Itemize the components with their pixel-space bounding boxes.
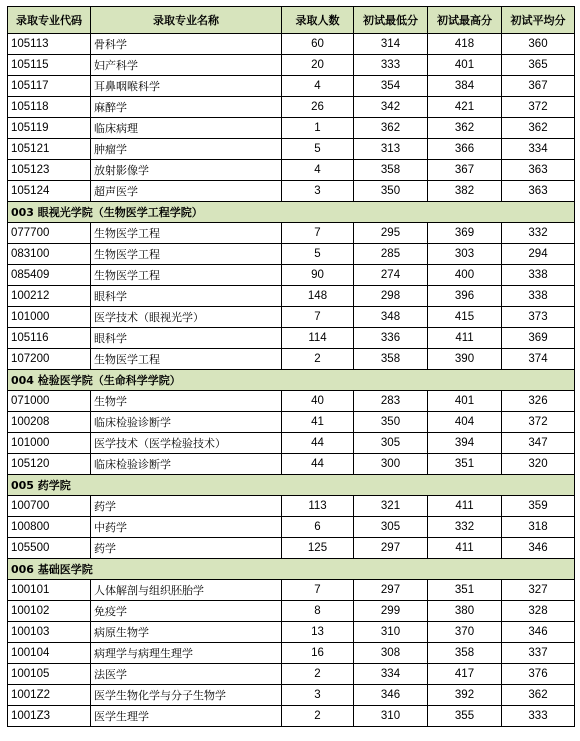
name-cell: 超声医学 [91, 181, 282, 202]
avg-score-cell: 363 [502, 160, 575, 181]
count-cell: 3 [282, 685, 354, 706]
table-row [8, 496, 575, 517]
name-cell: 生物医学工程 [91, 265, 282, 286]
table-row [8, 601, 575, 622]
avg-score-cell: 327 [502, 580, 575, 601]
min-score-cell: 314 [354, 34, 428, 55]
code-cell: 105118 [8, 97, 91, 118]
name-cell: 放射影像学 [91, 160, 282, 181]
avg-score-cell: 318 [502, 517, 575, 538]
code-cell: 100102 [8, 601, 91, 622]
name-cell: 骨科学 [91, 34, 282, 55]
avg-score-cell: 328 [502, 601, 575, 622]
avg-score-cell: 338 [502, 286, 575, 307]
name-cell: 病理学与病理生理学 [91, 643, 282, 664]
avg-score-cell: 367 [502, 76, 575, 97]
count-cell: 2 [282, 664, 354, 685]
section-label: 003 眼视光学院（生物医学工程学院） [8, 202, 575, 223]
max-score-cell: 404 [428, 412, 502, 433]
table-row [8, 55, 575, 76]
avg-score-cell: 373 [502, 307, 575, 328]
max-score-cell: 380 [428, 601, 502, 622]
min-score-cell: 295 [354, 223, 428, 244]
avg-score-cell: 359 [502, 496, 575, 517]
code-cell: 077700 [8, 223, 91, 244]
table-row [8, 223, 575, 244]
max-score-cell: 332 [428, 517, 502, 538]
avg-score-cell: 346 [502, 622, 575, 643]
count-cell: 114 [282, 328, 354, 349]
code-cell: 071000 [8, 391, 91, 412]
min-score-cell: 346 [354, 685, 428, 706]
name-cell: 医学技术（医学检验技术） [91, 433, 282, 454]
max-score-cell: 355 [428, 706, 502, 727]
max-score-cell: 401 [428, 55, 502, 76]
name-cell: 法医学 [91, 664, 282, 685]
section-header-row [8, 370, 575, 391]
name-cell: 临床检验诊断学 [91, 412, 282, 433]
min-score-cell: 274 [354, 265, 428, 286]
table-row [8, 412, 575, 433]
code-cell: 100104 [8, 643, 91, 664]
max-score-cell: 417 [428, 664, 502, 685]
code-cell: 1001Z2 [8, 685, 91, 706]
min-score-cell: 350 [354, 181, 428, 202]
table-row [8, 244, 575, 265]
count-cell: 41 [282, 412, 354, 433]
count-cell: 6 [282, 517, 354, 538]
count-cell: 8 [282, 601, 354, 622]
min-score-cell: 310 [354, 706, 428, 727]
table-row [8, 433, 575, 454]
code-cell: 105117 [8, 76, 91, 97]
section-label: 004 检验医学院（生命科学学院） [8, 370, 575, 391]
code-cell: 083100 [8, 244, 91, 265]
count-cell: 125 [282, 538, 354, 559]
count-cell: 4 [282, 160, 354, 181]
min-score-cell: 362 [354, 118, 428, 139]
code-cell: 107200 [8, 349, 91, 370]
name-cell: 耳鼻咽喉科学 [91, 76, 282, 97]
min-score-cell: 321 [354, 496, 428, 517]
code-cell: 101000 [8, 307, 91, 328]
max-score-cell: 401 [428, 391, 502, 412]
name-cell: 眼科学 [91, 328, 282, 349]
count-cell: 1 [282, 118, 354, 139]
avg-score-cell: 294 [502, 244, 575, 265]
name-cell: 病原生物学 [91, 622, 282, 643]
min-score-cell: 350 [354, 412, 428, 433]
name-cell: 妇产科学 [91, 55, 282, 76]
max-score-cell: 366 [428, 139, 502, 160]
max-score-cell: 384 [428, 76, 502, 97]
table-row [8, 538, 575, 559]
min-score-cell: 310 [354, 622, 428, 643]
table-row [8, 454, 575, 475]
min-score-cell: 358 [354, 349, 428, 370]
section-header-row [8, 202, 575, 223]
avg-score-cell: 334 [502, 139, 575, 160]
section-label: 005 药学院 [8, 475, 575, 496]
code-cell: 105113 [8, 34, 91, 55]
min-score-cell: 333 [354, 55, 428, 76]
min-score-cell: 300 [354, 454, 428, 475]
code-cell: 105120 [8, 454, 91, 475]
table-row [8, 139, 575, 160]
name-cell: 医学生理学 [91, 706, 282, 727]
code-cell: 105121 [8, 139, 91, 160]
max-score-cell: 421 [428, 97, 502, 118]
code-cell: 100103 [8, 622, 91, 643]
count-cell: 7 [282, 223, 354, 244]
min-score-cell: 305 [354, 433, 428, 454]
header-code: 录取专业代码 [8, 7, 91, 34]
name-cell: 麻醉学 [91, 97, 282, 118]
min-score-cell: 298 [354, 286, 428, 307]
table-row [8, 181, 575, 202]
count-cell: 44 [282, 433, 354, 454]
code-cell: 105124 [8, 181, 91, 202]
table-row [8, 580, 575, 601]
code-cell: 105119 [8, 118, 91, 139]
admission-table [7, 6, 575, 727]
header-count: 录取人数 [282, 7, 354, 34]
avg-score-cell: 362 [502, 118, 575, 139]
code-cell: 100101 [8, 580, 91, 601]
max-score-cell: 369 [428, 223, 502, 244]
avg-score-cell: 374 [502, 349, 575, 370]
count-cell: 90 [282, 265, 354, 286]
max-score-cell: 390 [428, 349, 502, 370]
table-row [8, 328, 575, 349]
table-row [8, 265, 575, 286]
count-cell: 16 [282, 643, 354, 664]
count-cell: 7 [282, 307, 354, 328]
min-score-cell: 283 [354, 391, 428, 412]
min-score-cell: 358 [354, 160, 428, 181]
avg-score-cell: 337 [502, 643, 575, 664]
table-row [8, 391, 575, 412]
name-cell: 眼科学 [91, 286, 282, 307]
max-score-cell: 351 [428, 580, 502, 601]
max-score-cell: 411 [428, 538, 502, 559]
table-body [8, 34, 575, 727]
avg-score-cell: 338 [502, 265, 575, 286]
max-score-cell: 370 [428, 622, 502, 643]
name-cell: 临床病理 [91, 118, 282, 139]
max-score-cell: 303 [428, 244, 502, 265]
min-score-cell: 348 [354, 307, 428, 328]
max-score-cell: 382 [428, 181, 502, 202]
avg-score-cell: 369 [502, 328, 575, 349]
table-row [8, 34, 575, 55]
table-header-row [8, 7, 575, 34]
table-row [8, 97, 575, 118]
table-row [8, 685, 575, 706]
avg-score-cell: 376 [502, 664, 575, 685]
name-cell: 免疫学 [91, 601, 282, 622]
max-score-cell: 400 [428, 265, 502, 286]
count-cell: 3 [282, 181, 354, 202]
code-cell: 101000 [8, 433, 91, 454]
max-score-cell: 396 [428, 286, 502, 307]
name-cell: 药学 [91, 496, 282, 517]
avg-score-cell: 332 [502, 223, 575, 244]
avg-score-cell: 363 [502, 181, 575, 202]
count-cell: 40 [282, 391, 354, 412]
name-cell: 药学 [91, 538, 282, 559]
count-cell: 26 [282, 97, 354, 118]
min-score-cell: 285 [354, 244, 428, 265]
table-row [8, 664, 575, 685]
avg-score-cell: 372 [502, 97, 575, 118]
code-cell: 105116 [8, 328, 91, 349]
count-cell: 5 [282, 244, 354, 265]
count-cell: 148 [282, 286, 354, 307]
min-score-cell: 354 [354, 76, 428, 97]
name-cell: 临床检验诊断学 [91, 454, 282, 475]
header-avg-score: 初试平均分 [502, 7, 575, 34]
avg-score-cell: 320 [502, 454, 575, 475]
count-cell: 2 [282, 706, 354, 727]
min-score-cell: 313 [354, 139, 428, 160]
table-row [8, 517, 575, 538]
table-row [8, 76, 575, 97]
name-cell: 生物医学工程 [91, 244, 282, 265]
table-row [8, 118, 575, 139]
table-row [8, 307, 575, 328]
max-score-cell: 394 [428, 433, 502, 454]
min-score-cell: 342 [354, 97, 428, 118]
section-header-row [8, 559, 575, 580]
max-score-cell: 411 [428, 328, 502, 349]
min-score-cell: 336 [354, 328, 428, 349]
section-label: 006 基础医学院 [8, 559, 575, 580]
table-row [8, 706, 575, 727]
table-row [8, 643, 575, 664]
avg-score-cell: 346 [502, 538, 575, 559]
table-row [8, 286, 575, 307]
name-cell: 生物医学工程 [91, 223, 282, 244]
count-cell: 113 [282, 496, 354, 517]
code-cell: 100208 [8, 412, 91, 433]
min-score-cell: 297 [354, 538, 428, 559]
code-cell: 105123 [8, 160, 91, 181]
avg-score-cell: 326 [502, 391, 575, 412]
avg-score-cell: 372 [502, 412, 575, 433]
min-score-cell: 299 [354, 601, 428, 622]
count-cell: 5 [282, 139, 354, 160]
header-max-score: 初试最高分 [428, 7, 502, 34]
min-score-cell: 297 [354, 580, 428, 601]
section-header-row [8, 475, 575, 496]
table-row [8, 160, 575, 181]
avg-score-cell: 360 [502, 34, 575, 55]
table-row [8, 349, 575, 370]
min-score-cell: 334 [354, 664, 428, 685]
name-cell: 肿瘤学 [91, 139, 282, 160]
code-cell: 085409 [8, 265, 91, 286]
count-cell: 13 [282, 622, 354, 643]
max-score-cell: 411 [428, 496, 502, 517]
count-cell: 2 [282, 349, 354, 370]
code-cell: 105500 [8, 538, 91, 559]
count-cell: 20 [282, 55, 354, 76]
name-cell: 中药学 [91, 517, 282, 538]
code-cell: 100212 [8, 286, 91, 307]
name-cell: 生物学 [91, 391, 282, 412]
name-cell: 生物医学工程 [91, 349, 282, 370]
code-cell: 100105 [8, 664, 91, 685]
avg-score-cell: 347 [502, 433, 575, 454]
count-cell: 7 [282, 580, 354, 601]
min-score-cell: 305 [354, 517, 428, 538]
code-cell: 1001Z3 [8, 706, 91, 727]
table-row [8, 622, 575, 643]
code-cell: 100800 [8, 517, 91, 538]
name-cell: 医学技术（眼视光学） [91, 307, 282, 328]
max-score-cell: 351 [428, 454, 502, 475]
max-score-cell: 418 [428, 34, 502, 55]
min-score-cell: 308 [354, 643, 428, 664]
name-cell: 医学生物化学与分子生物学 [91, 685, 282, 706]
avg-score-cell: 365 [502, 55, 575, 76]
code-cell: 100700 [8, 496, 91, 517]
avg-score-cell: 333 [502, 706, 575, 727]
max-score-cell: 358 [428, 643, 502, 664]
header-min-score: 初试最低分 [354, 7, 428, 34]
count-cell: 60 [282, 34, 354, 55]
max-score-cell: 362 [428, 118, 502, 139]
count-cell: 4 [282, 76, 354, 97]
avg-score-cell: 362 [502, 685, 575, 706]
code-cell: 105115 [8, 55, 91, 76]
name-cell: 人体解剖与组织胚胎学 [91, 580, 282, 601]
header-name: 录取专业名称 [91, 7, 282, 34]
count-cell: 44 [282, 454, 354, 475]
max-score-cell: 392 [428, 685, 502, 706]
max-score-cell: 415 [428, 307, 502, 328]
max-score-cell: 367 [428, 160, 502, 181]
